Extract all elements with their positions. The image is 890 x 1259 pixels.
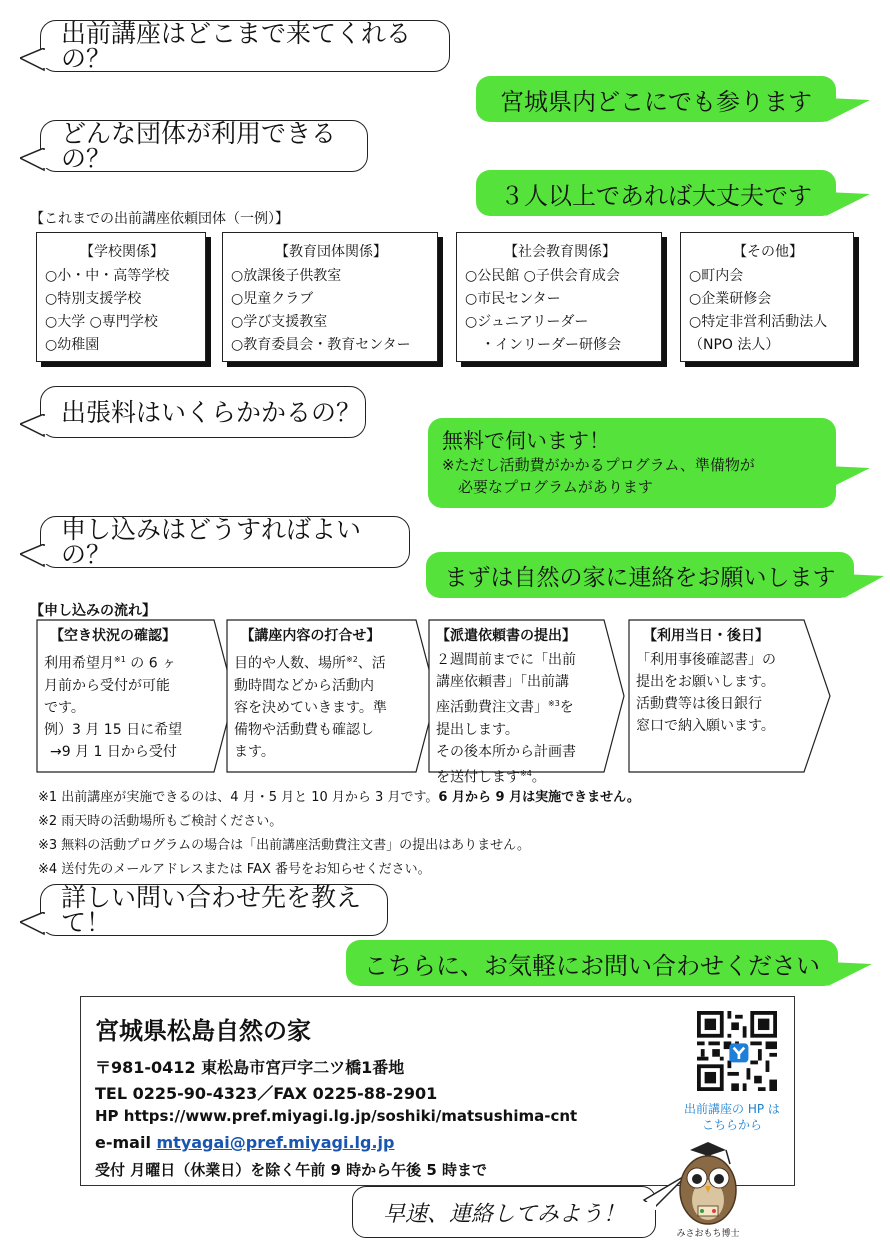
org-box-other (680, 232, 854, 362)
answer-bubble-1 (476, 76, 836, 122)
question-bubble-1 (40, 20, 450, 72)
flow-text: 講座依頼書」「出前講 (436, 674, 569, 690)
org-item: ○特定非営利活動法人 (689, 314, 828, 330)
flow-text: 動時間などから活動内 (234, 677, 374, 694)
footnote-mark: ※3 (548, 699, 560, 708)
facility-name: 宮城県松島自然の家 (95, 1017, 311, 1045)
flow-text: 、活 (357, 655, 386, 672)
bubble-tail-icon (826, 188, 870, 218)
bubble-tail-icon (828, 958, 872, 988)
flow-text: 例）3 月 15 日に希望 (44, 721, 183, 738)
footnote-1 (38, 786, 640, 805)
bubble-tail-icon (826, 94, 870, 124)
org-title: 【教育団体関係】 (275, 244, 387, 260)
flow-step-4 (628, 619, 832, 773)
answer-text: こちらに、お気軽にお問い合わせください (364, 951, 820, 980)
org-item: ○公民館 ○子供会育成会 (465, 268, 620, 284)
bubble-tail-icon (844, 570, 884, 600)
footnote-mark: ※1 (114, 655, 126, 664)
question-text: 出張料はいくらかかるの？ (61, 397, 362, 427)
email-link[interactable]: mtyagai@pref.miyagi.lg.jp (156, 1133, 395, 1152)
flow-text: 窓口で納入願います。 (636, 718, 775, 734)
flow-text: 「利用事後確認書」の (636, 652, 776, 668)
org-item: ○企業研修会 (689, 291, 772, 307)
flow-step-title: 【講座内容の打合せ】 (240, 628, 381, 644)
question-bubble-2 (40, 120, 368, 172)
flow-text: です。 (44, 699, 85, 716)
homepage-url[interactable]: HP https://www.pref.miyagi.lg.jp/soshiki/matsushima-cnt (95, 1107, 578, 1125)
org-item: ○幼稚園 (45, 337, 100, 353)
flow-text: 提出します。 (436, 721, 519, 738)
question-text: 申し込みはどうすればよいの？ (61, 515, 362, 569)
question-bubble-4 (40, 516, 410, 568)
flow-text: 月前から受付が可能 (44, 677, 170, 694)
answer-bubble-3 (428, 418, 836, 508)
reception-hours: 受付 月曜日（休業日）を除く午前 9 時から午後 5 時まで (95, 1161, 487, 1179)
question-bubble-5 (40, 884, 388, 936)
answer-text: 宮城県内どこにでも参ります (500, 87, 812, 116)
org-item: ○市民センター (465, 291, 561, 307)
footnote-3: ※3 無料の活動プログラムの場合は「出前講座活動費注文書」の提出はありません。 (38, 838, 530, 853)
org-box-school (36, 232, 206, 362)
org-item: ○学び支援教室 (231, 314, 328, 330)
address: 〒981-0412 東松島市宮戸字二ツ橋1番地 (95, 1058, 405, 1077)
org-item: ○児童クラブ (231, 291, 314, 307)
question-bubble-3 (40, 386, 366, 438)
mascot-name: みさおもち博士 (676, 1229, 740, 1239)
footnote-2: ※2 雨天時の活動場所もご検討ください。 (38, 814, 283, 829)
org-item: ○教育委員会・教育センター (231, 337, 411, 353)
flow-step-title: 【利用当日・後日】 (643, 628, 769, 644)
owl-mascot-icon (668, 1140, 748, 1240)
question-text: どんな団体が利用できるの？ (61, 119, 337, 173)
org-item: ○ジュニアリーダー (465, 314, 589, 330)
callout-bubble (352, 1186, 656, 1238)
question-text: 出前講座はどこまで来てくれるの？ (61, 19, 412, 73)
org-box-social (456, 232, 662, 362)
flow-step-2 (226, 619, 438, 773)
org-item: ○小・中・高等学校 (45, 268, 170, 284)
footnote-4: ※4 送付先のメールアドレスまたは FAX 番号をお知らせください。 (38, 862, 431, 877)
answer-bubble-2 (476, 170, 836, 216)
flow-text: ます。 (234, 743, 275, 760)
org-item: ○特別支援学校 (45, 291, 142, 307)
flow-step-3 (428, 619, 626, 786)
org-item: （NPO 法人） (689, 337, 780, 353)
footnote-mark: ※2 (346, 655, 358, 664)
flow-text: 。 (531, 769, 546, 786)
answer-bubble-5 (346, 940, 838, 986)
flow-step-1 (36, 619, 236, 773)
answer-bubble-4 (426, 552, 854, 598)
flow-text: 提出をお願いします。 (636, 674, 775, 690)
flow-text: →9 月 1 日から受付 (50, 743, 177, 760)
answer-note: ※ただし活動費がかかるプログラム、準備物が (442, 456, 755, 474)
answer-text: 無料で伺います！ (442, 429, 610, 453)
qr-code-icon[interactable] (697, 1011, 777, 1091)
flow-text: 利用希望月 (44, 655, 114, 672)
flow-text: 備物や活動費も確認し (234, 721, 374, 738)
flow-text: 座活動費注文書」 (436, 699, 548, 716)
bubble-tail-icon (20, 48, 52, 74)
answer-note: 必要なプログラムがあります (458, 478, 653, 496)
email-label: e-mail (95, 1133, 157, 1152)
org-title: 【学校関係】 (80, 244, 164, 260)
org-item: ○大学 ○専門学校 (45, 314, 158, 330)
org-item: ○町内会 (689, 268, 744, 284)
flow-text: を (559, 699, 574, 716)
bubble-tail-icon (20, 912, 52, 938)
bubble-tail-icon (826, 462, 870, 492)
bubble-tail-icon (20, 148, 52, 174)
flow-text: の 6 ヶ (125, 655, 177, 672)
org-title: 【その他】 (733, 244, 803, 260)
qr-caption: 出前講座の HP は こちらから (684, 1102, 780, 1132)
org-item: ○放課後子供教室 (231, 268, 342, 284)
footnote-text: ※1 出前講座が実施できるのは、4 月・5 月と 10 月から 3 月です。 (38, 790, 439, 805)
flow-text: 目的や人数、場所 (234, 655, 346, 672)
tel-fax: TEL 0225-90-4323／FAX 0225-88-2901 (95, 1084, 438, 1103)
callout-text: 早速、連絡してみよう！ (382, 1201, 625, 1227)
org-box-edu (222, 232, 438, 362)
flow-text: ２週間前までに「出前 (436, 652, 576, 668)
org-item: ・インリーダー研修会 (481, 337, 621, 353)
bubble-tail-icon (20, 544, 52, 570)
orgs-label: 【これまでの出前講座依頼団体（一例）】 (30, 211, 289, 227)
answer-text: ３人以上であれば大丈夫です (500, 181, 812, 210)
org-title: 【社会教育関係】 (504, 244, 616, 260)
bubble-tail-icon (20, 414, 52, 440)
flow-label: 【申し込みの流れ】 (30, 603, 156, 619)
flow-text: 容を決めていきます。準 (234, 699, 387, 716)
flow-text: 活動費等は後日銀行 (636, 696, 762, 712)
flow-text: を送付します (436, 769, 520, 786)
footnote-emphasis: 6 月から 9 月は実施できません。 (438, 790, 640, 805)
answer-text: まずは自然の家に連絡をお願いします (444, 564, 836, 591)
question-text: 詳しい問い合わせ先を教えて！ (61, 883, 362, 937)
flow-step-title: 【空き状況の確認】 (50, 628, 177, 644)
flow-text: その後本所から計画書 (436, 743, 576, 760)
footnote-mark: ※4 (520, 768, 532, 778)
flow-step-title: 【派遣依頼書の提出】 (436, 628, 576, 644)
